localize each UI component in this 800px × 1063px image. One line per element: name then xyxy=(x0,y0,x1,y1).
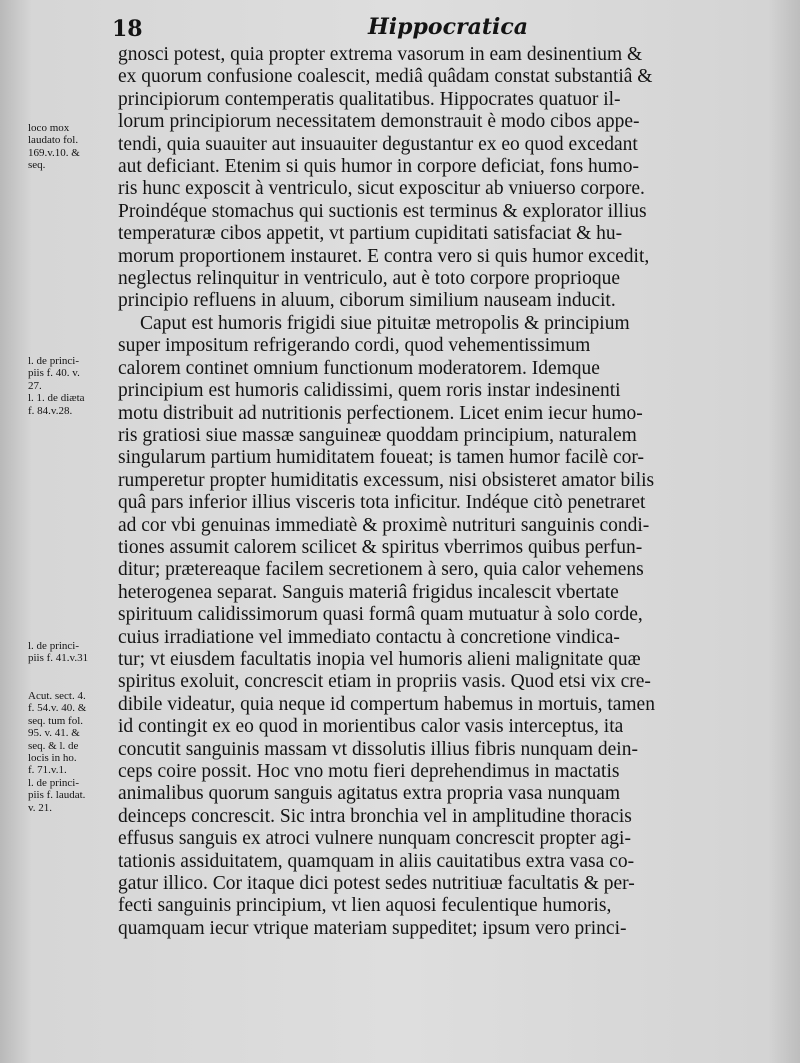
text-line: ditur; prætereaque facilem secretionem à sero, quia calor vehemens xyxy=(118,559,644,581)
text-line: quamquam iecur vtrique materiam suppeditet; ipsum vero princi- xyxy=(118,917,627,939)
text-line: ad cor vbi genuinas immediatè & proximè nutrituri sanguinis condi- xyxy=(118,514,650,536)
margin-note xyxy=(28,640,88,665)
text-line: motu distribuit ad nutritionis perfectionem. Licet enim iecur humo- xyxy=(118,402,643,424)
text-line: id contingit ex eo quod in morientibus calor vasis interceptus, ita xyxy=(118,716,624,738)
text-line: temperaturæ cibos appetit, vt partium cupiditati satisfaciat & hu- xyxy=(118,223,623,245)
paragraph-start-line: Caput est humoris frigidi siue pituitæ metropolis & principium xyxy=(140,312,630,334)
text-line: cuius irradiatione vel immediato contactu à concretione vindica- xyxy=(118,626,620,648)
margin-note-line: Acut. sect. 4. xyxy=(28,690,86,702)
margin-note-line: f. 84.v.28. xyxy=(28,404,73,417)
margin-note-line: seq. xyxy=(28,159,46,172)
text-line: fecti sanguinis principium, vt lien aquosi feculentique humoris, xyxy=(118,895,612,917)
margin-note xyxy=(28,355,85,417)
text-line: ris gratiosi siue massæ sanguineæ quoddam principium, naturalem xyxy=(118,424,637,446)
text-line: neglectus relinquitur in ventriculo, aut è toto corpore proprioque xyxy=(118,268,620,290)
margin-note-line: 27. xyxy=(28,379,42,392)
text-line: super impositum refrigerando cordi, quod vehementissimum xyxy=(118,335,591,357)
text-line: ris hunc exposcit à ventriculo, sicut exposcitur ab vniuerso corpore. xyxy=(118,178,645,200)
margin-note-line: seq. tum fol. xyxy=(28,714,83,727)
margin-note-line: locis in ho. xyxy=(28,752,77,765)
margin-note-line: seq. & l. de xyxy=(28,739,79,752)
text-line: tiones assumit calorem scilicet & spiritus vberrimos quibus perfun- xyxy=(118,536,643,558)
margin-note xyxy=(28,690,86,814)
text-line: gnosci potest, quia propter extrema vasorum in eam desinentium & xyxy=(118,44,643,65)
text-line: aut deficiant. Etenim si quis humor in corpore deficiat, fons humo- xyxy=(118,156,639,178)
text-line: Proindéque stomachus qui suctionis est terminus & explorator illius xyxy=(118,200,647,222)
margin-note-line: f. 71.v.1. xyxy=(28,764,67,777)
margin-note-line: loco mox xyxy=(28,122,70,134)
margin-note-line: 95. v. 41. & xyxy=(28,727,80,740)
text-line: spirituum calidissimorum quasi formâ quam mutuatur à solo corde, xyxy=(118,604,643,626)
text-line: lorum principiorum necessitatem demonstrauit è modo cibos appe- xyxy=(118,111,640,133)
margin-note-line: laudato fol. xyxy=(28,134,79,147)
text-line: spiritus exoluit, concrescit etiam in propriis vasis. Quod etsi vix cre- xyxy=(118,671,651,693)
text-line: calorem continet omnium functionum moderatorem. Idemque xyxy=(118,357,600,379)
text-line: principium est humoris calidissimi, quem roris instar indesinenti xyxy=(118,380,621,402)
margin-note-line: l. de princi- xyxy=(28,776,80,789)
margin-note-line: piis f. laudat. xyxy=(28,789,86,802)
margin-note xyxy=(28,122,80,172)
text-line: dibile videatur, quia neque id compertum habemus in mortuis, tamen xyxy=(118,693,655,715)
margin-note-line: l. 1. de diæta xyxy=(28,392,85,405)
margin-note-line: v. 21. xyxy=(28,801,53,814)
text-line: ex quorum confusione coalescit, mediâ quâdam constat substantiâ & xyxy=(118,66,653,88)
margin-note-line: piis f. 41.v.31 xyxy=(28,652,89,665)
text-line: heterogenea separat. Sanguis materiâ frigidus incalescit vbertate xyxy=(118,581,619,603)
margin-note-line: 169.v.10. & xyxy=(28,146,80,159)
text-line: principio refluens in aluum, ciborum similium nauseam inducit. xyxy=(118,290,616,312)
text-line: quâ pars inferior illius visceris tota inficitur. Indéque citò penetraret xyxy=(118,492,646,514)
text-line: effusus sanguis ex atroci vulnere nunquam concrescit propter agi- xyxy=(118,828,631,850)
text-line: concutit sanguinis massam vt dissolutis illius fibris nunquam dein- xyxy=(118,738,638,760)
text-line: rumperetur propter humiditatis excessum, nisi obsisteret amator bilis xyxy=(118,469,655,491)
text-line: principiorum contemperatis qualitatibus. Hippocrates quatuor il- xyxy=(118,88,621,110)
text-line: ceps coire possit. Hoc vno motu fieri deprehendimus in mactatis xyxy=(118,761,620,782)
text-line: morum proportionem instauret. E contra vero si quis humor excedit, xyxy=(118,245,650,267)
text-line: singularum partium humiditatem foueat; is tamen humor facilè cor- xyxy=(118,447,644,469)
text-line: gatur illico. Cor itaque dici potest sedes nutritiuæ facultatis & per- xyxy=(118,873,635,895)
margin-note-line: f. 54.v. 40. & xyxy=(28,702,87,715)
text-line: deinceps concrescit. Sic intra bronchia vel in amplitudine thoracis xyxy=(118,805,632,827)
margin-note-line: piis f. 40. v. xyxy=(28,367,80,380)
running-head: Hippocratica xyxy=(368,14,528,40)
main-text-block xyxy=(118,44,790,940)
text-line: tationis assiduitatem, quamquam in aliis cauitatibus extra vasa co- xyxy=(118,850,635,872)
text-line: animalibus quorum sanguis agitatus extra propria vasa nunquam xyxy=(118,783,621,805)
margin-note-line: l. de princi- xyxy=(28,640,80,652)
page-number: 18 xyxy=(112,16,143,42)
margin-note-line: l. de princi- xyxy=(28,355,80,367)
text-line: tendi, quia suauiter aut insuauiter degustantur ex eo quod excedant xyxy=(118,133,638,155)
text-line: tur; vt eiusdem facultatis inopia vel humoris alieni malignitate quæ xyxy=(118,648,641,670)
